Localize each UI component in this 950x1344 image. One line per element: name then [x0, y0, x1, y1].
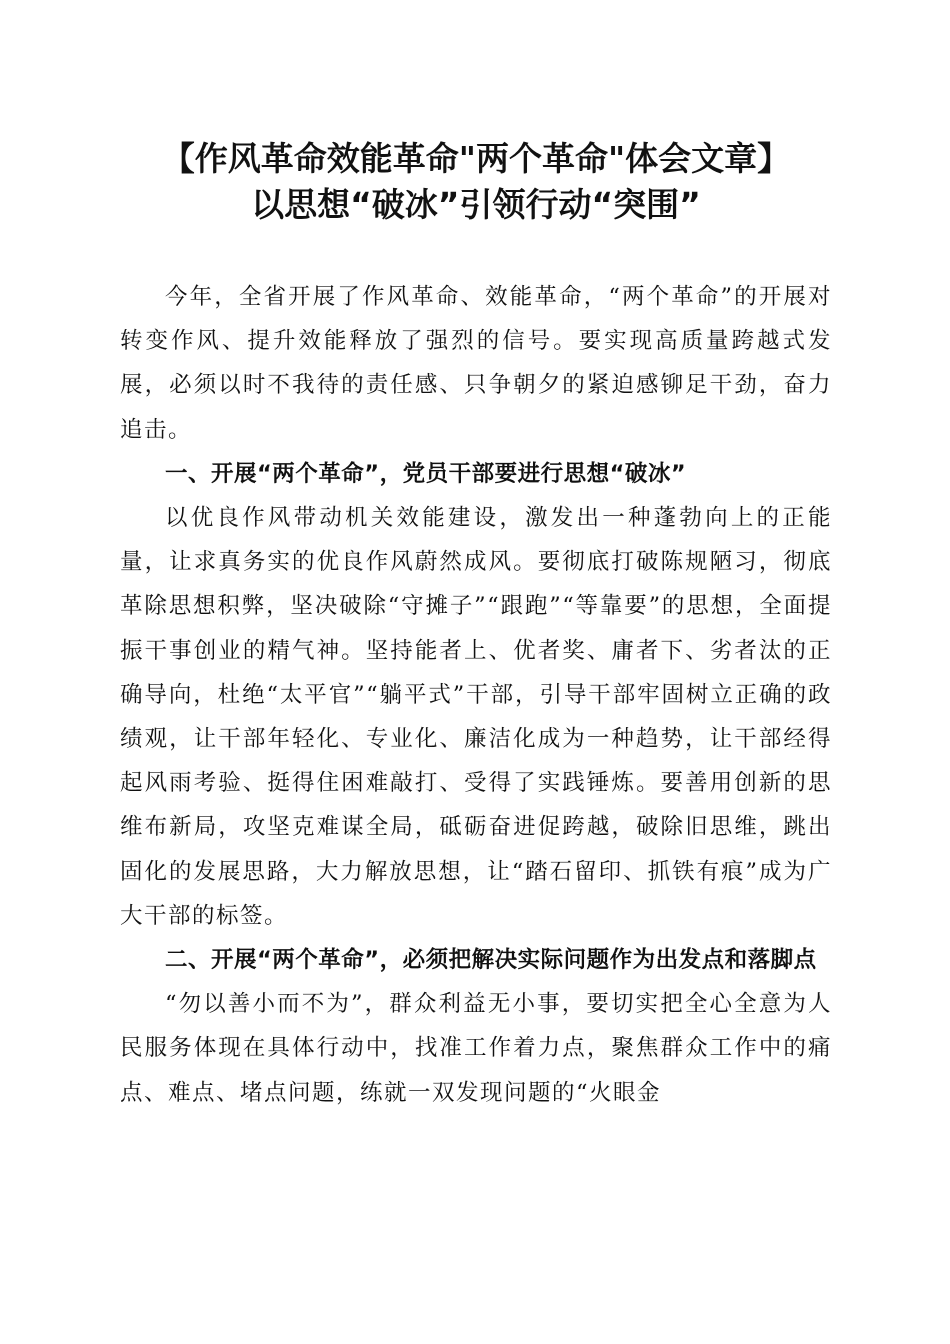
section-2-paragraph: “勿以善小而不为”，群众利益无小事，要切实把全心全意为人民服务体现在具体行动中，找准工作着力点，聚焦群众工作中的痛点、难点、堵点问题，练就一双发现问题的“火眼金 — [120, 991, 832, 1106]
document-title-line-2: 以思想“破冰”引领行动“突围” — [251, 185, 701, 224]
section-2-heading: 二、开展“两个革命”，必须把解决实际问题作为出发点和落脚点 — [165, 947, 817, 974]
intro-paragraph: 今年，全省开展了作风革命、效能革命，“两个革命”的开展对转变作风、提升效能释放了强烈的信号。要实现高质量跨越式发展，必须以时不我待的责任感、只争朝夕的紧迫感铆足干劲，奋力追击。 — [120, 284, 832, 443]
document-body — [120, 275, 832, 1115]
section-1-paragraph: 以优良作风带动机关效能建设，激发出一种蓬勃向上的正能量，让求真务实的优良作风蔚然成风。要彻底打破陈规陋习，彻底革除思想积弊，坚决破除“守摊子”“跟跑”“等靠要”的思想，全面提振干事创业的精气神。坚持能者上、优者奖、庸者下、劣者汰的正确导向，杜绝“太平官”“躺平式”干部，引导干部牢固树立正确的政绩观，让干部年轻化、专业化、廉洁化成为一种趋势，让干部经得起风雨考验、挺得住困难敲打、受得了实践锤炼。要善用创新的思维布新局，攻坚克难谋全局，砥砺奋进促跨越，破除旧思维，跳出固化的发展思路，大力解放思想，让“踏石留印、抓铁有痕”成为广大干部的标签。 — [120, 505, 832, 929]
section-1-heading: 一、开展“两个革命”，党员干部要进行思想“破冰” — [165, 460, 687, 487]
document-title-line-1: 【作风革命效能革命"两个革命"体会文章】 — [161, 139, 791, 178]
